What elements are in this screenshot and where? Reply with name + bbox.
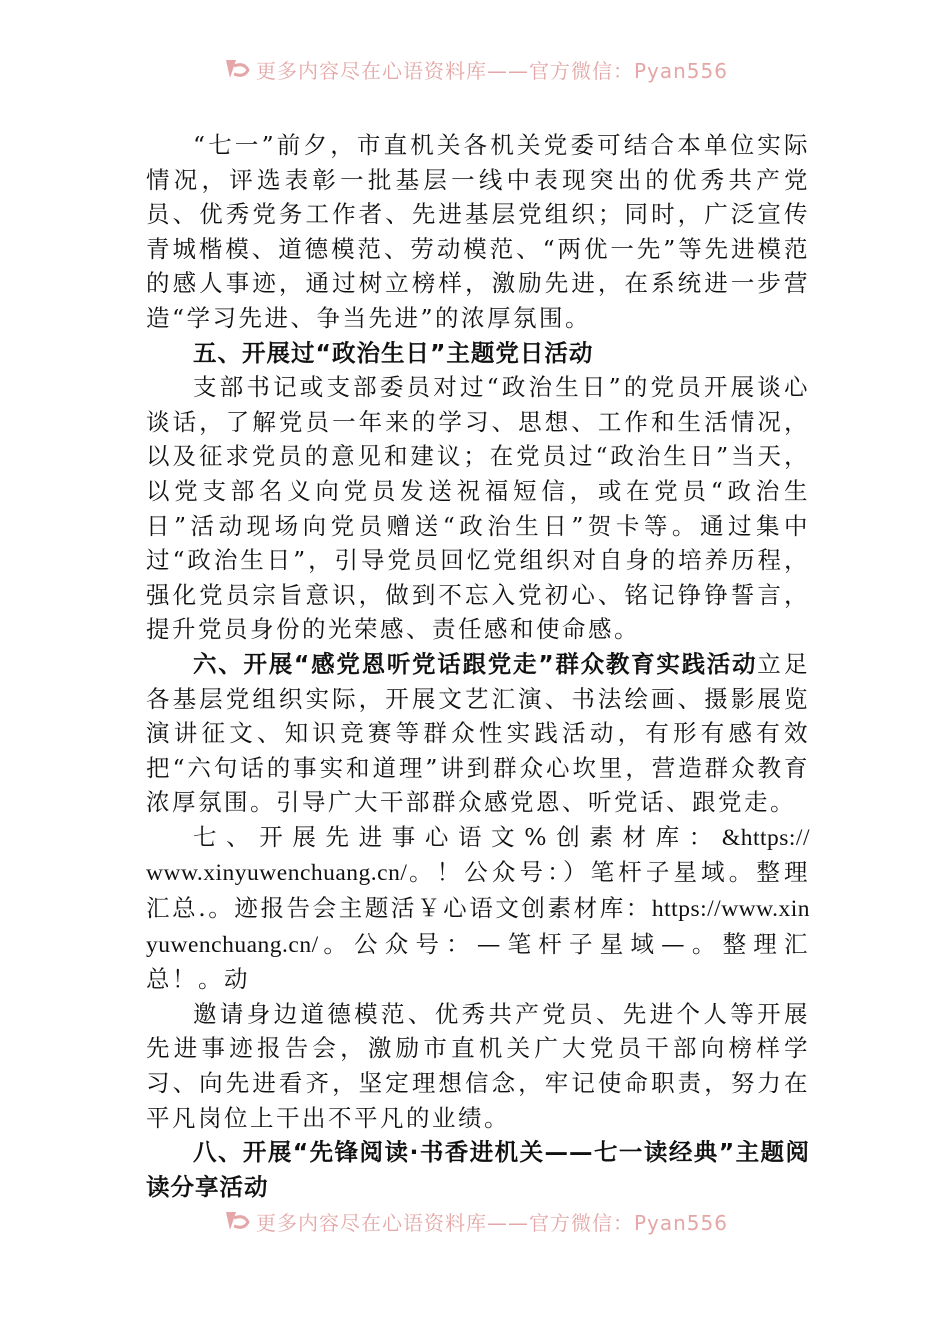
- paragraph-4: 邀请身边道德模范、优秀共产党员、先进个人等开展先进事迹报告会，激励市直机关广大党员干部向榜样学习、向先进看齐，坚定理想信念，牢记使命职责，努力在平凡岗位上干出不平凡的业绩。: [146, 999, 810, 1132]
- watermark-logo-icon: [222, 56, 252, 82]
- watermark-text: 更多内容尽在心语资料库——官方微信：Pyan556: [255, 58, 728, 83]
- section-6: [146, 647, 810, 820]
- document-body: [146, 128, 810, 1204]
- heading-7-part-c: 。公众号：—笔杆子星域—。整理汇总！。动: [146, 929, 810, 994]
- paragraph-3: 立足各基层党组织实际，开展文艺汇演、书法绘画、摄影展览演讲征文、知识竞赛等群众性实践活动，有形有感有效把“六句话的事实和道理”讲到群众心坎里，营造群众教育浓厚氛围。引导广大干部群众感党恩、听党话、跟党走。: [146, 649, 810, 817]
- paragraph-2: 支部书记或支部委员对过“政治生日”的党员开展谈心谈话，了解党员一年来的学习、思想、工作和生活情况，以及征求党员的意见和建议；在党员过“政治生日”当天，以党支部名义向党员发送祝福短信，或在党员“政治生日”活动现场向党员赠送“政治生日”贺卡等。通过集中过“政治生日”，引导党员回忆党组织对自身的培养历程，强化党员宗旨意识，做到不忘入党初心、铭记铮铮誓言，提升党员身份的光荣感、责任感和使命感。: [146, 373, 810, 644]
- heading-7-part-b: 。！公众号：）笔杆子星域。整理汇总.。迹报告会主题活￥心语文创素材库：: [146, 858, 810, 923]
- section-heading-6: 六、开展“感党恩听党话跟党走”群众教育实践活动: [193, 649, 758, 678]
- paragraph-1: “七一”前夕，市直机关各机关党委可结合本单位实际情况，评选表彰一批基层一线中表现突出的优秀共产党员、优秀党务工作者、先进基层党组织；同时，广泛宣传青城楷模、道德模范、劳动模范、“两优一先”等先进模范的感人事迹，通过树立榜样，激励先进，在系统进一步营造“学习先进、争当先进”的浓厚氛围。: [146, 131, 810, 332]
- heading-7-url-1: &https://www.xinyuwenchuang.cn/: [146, 824, 810, 887]
- section-heading-7: [146, 820, 810, 997]
- heading-7-part-a: 七、开展先进事心语文%创素材库：: [193, 822, 722, 851]
- watermark-footer: [0, 1204, 950, 1238]
- section-heading-8: 八、开展“先锋阅读·书香进机关——七一读经典”主题阅读分享活动: [146, 1138, 810, 1201]
- watermark-header: [0, 52, 950, 86]
- heading-7-url-2: https://www.xinyuwenchuang.cn/: [146, 896, 810, 958]
- watermark-text: 更多内容尽在心语资料库——官方微信：Pyan556: [255, 1210, 728, 1235]
- watermark-logo-icon: [222, 1208, 252, 1234]
- section-heading-5: 五、开展过“政治生日”主题党日活动: [193, 338, 594, 367]
